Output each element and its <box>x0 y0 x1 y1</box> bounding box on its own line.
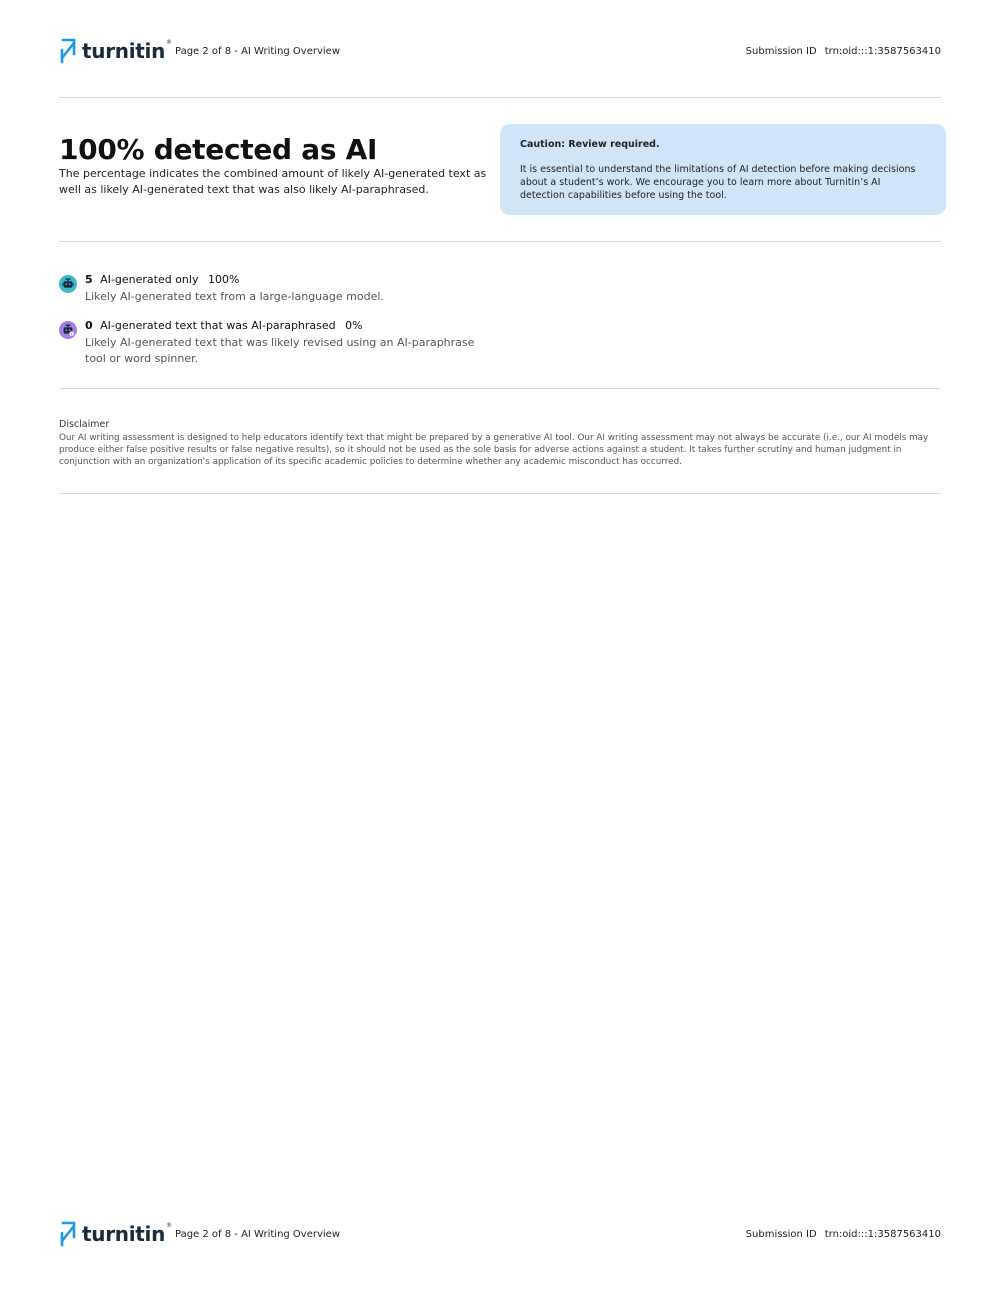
category-percent: 100% <box>207 273 240 286</box>
submission-id-value: trn:oid:::1:3587563410 <box>824 1229 941 1240</box>
robot-paraphrase-icon <box>59 321 77 339</box>
category-percent: 0% <box>345 319 363 332</box>
caution-body: It is essential to understand the limitations of AI detection before making decisions about a student’s work. We encourage you to learn more about Turnitin’s AI detection capabilities before using the tool. <box>520 164 916 201</box>
turnitin-logo <box>59 38 172 64</box>
disclaimer-title: Disclaimer <box>59 419 110 430</box>
brand-name: turnitin® <box>82 1222 172 1246</box>
brand-name: turnitin® <box>82 39 172 63</box>
turnitin-logo-icon <box>59 1221 77 1247</box>
divider <box>59 388 941 389</box>
category-label: AI-generated only <box>100 273 199 286</box>
submission-id <box>746 46 941 57</box>
detection-headline: 100% detected as AI <box>59 133 378 166</box>
divider <box>59 493 941 494</box>
page-indicator: Page 2 of 8 - AI Writing Overview <box>175 1229 341 1240</box>
caution-title: Caution: Review required. <box>520 139 660 150</box>
category-count: 0 <box>85 319 93 332</box>
divider <box>59 241 941 242</box>
disclaimer-body: Our AI writing assessment is designed to help educators identify text that might be prepared by a generative AI tool. Our AI writing assessment may not always be accurate (i.e., our AI models may produce either false positive results or false negative results), so it should not be used as the sole basis for adverse actions against a student. It takes further scrutiny and human judgment in conjunction with an organization's application of its specific academic policies to determine whether any academic misconduct has occurred. <box>59 433 929 467</box>
category-description: Likely AI-generated text from a large-language model. <box>85 290 384 303</box>
submission-id-value: trn:oid:::1:3587563410 <box>824 46 941 57</box>
submission-id-label: Submission ID <box>745 1229 817 1240</box>
category-count: 5 <box>85 273 93 286</box>
turnitin-logo-icon <box>59 38 77 64</box>
category-header <box>85 273 239 286</box>
detection-description: The percentage indicates the combined amount of likely AI-generated text as well as likely AI-generated text that was also likely AI-paraphrased. <box>59 167 487 196</box>
page-indicator: Page 2 of 8 - AI Writing Overview <box>175 46 341 57</box>
category-label: AI-generated text that was AI-paraphrased <box>100 319 336 332</box>
turnitin-logo <box>59 1221 172 1247</box>
page-footer <box>59 1219 941 1253</box>
divider <box>59 97 941 98</box>
submission-id-label: Submission ID <box>745 46 817 57</box>
robot-icon <box>59 275 77 293</box>
category-description: Likely AI-generated text that was likely revised using an AI-paraphrase tool or word spinner. <box>85 336 475 365</box>
submission-id <box>746 1229 941 1240</box>
category-header <box>85 319 363 332</box>
caution-box <box>500 124 946 215</box>
page-header <box>59 36 941 70</box>
